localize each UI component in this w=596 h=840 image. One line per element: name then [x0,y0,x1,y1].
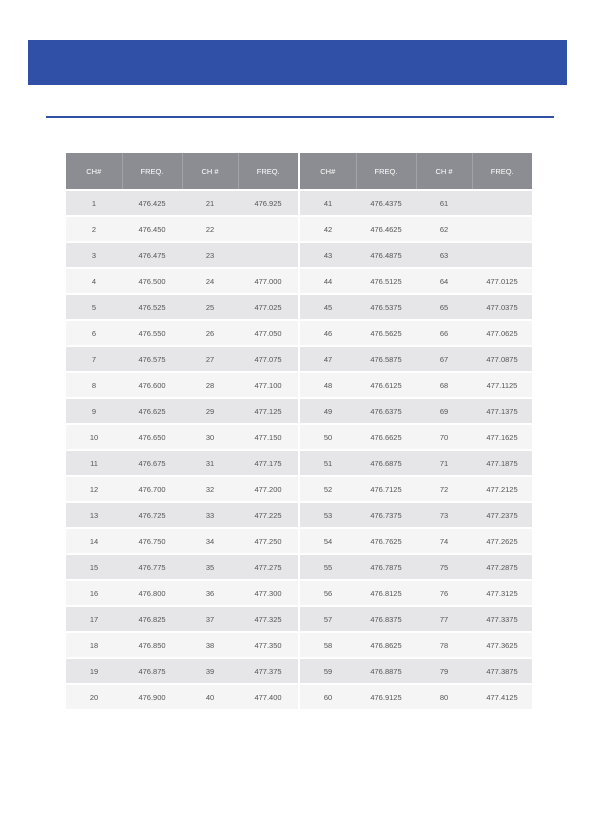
frequency-cell: 476.5375 [356,294,416,320]
frequency-cell: 477.025 [238,294,298,320]
frequency-cell: 476.8375 [356,606,416,632]
table-row [66,320,298,346]
channel-number-cell: 63 [416,242,472,268]
channel-number-cell: 53 [300,502,356,528]
frequency-cell: 477.400 [238,684,298,710]
column-header-freq: FREQ. [238,153,298,190]
channel-number-cell: 68 [416,372,472,398]
table-row [300,450,532,476]
frequency-cell: 476.775 [122,554,182,580]
table-row [300,528,532,554]
frequency-cell: 476.6875 [356,450,416,476]
channel-number-cell: 73 [416,502,472,528]
table-row [300,476,532,502]
frequency-cell: 476.600 [122,372,182,398]
table-row [300,554,532,580]
channel-number-cell: 59 [300,658,356,684]
channel-number-cell: 13 [66,502,122,528]
channel-number-cell: 41 [300,190,356,216]
channel-number-cell: 1 [66,190,122,216]
frequency-cell: 476.700 [122,476,182,502]
column-header-freq: FREQ. [472,153,532,190]
channel-number-cell: 11 [66,450,122,476]
frequency-cell: 476.450 [122,216,182,242]
frequency-cell: 476.6375 [356,398,416,424]
table-row [300,268,532,294]
channel-number-cell: 16 [66,580,122,606]
table-row [66,528,298,554]
channel-number-cell: 5 [66,294,122,320]
column-header-ch: CH # [182,153,238,190]
frequency-cell: 476.925 [238,190,298,216]
channel-number-cell: 47 [300,346,356,372]
frequency-cell: 476.7625 [356,528,416,554]
column-header-freq: FREQ. [122,153,182,190]
frequency-cell: 477.375 [238,658,298,684]
channel-number-cell: 33 [182,502,238,528]
frequency-cell: 477.3875 [472,658,532,684]
frequency-cell: 477.125 [238,398,298,424]
channel-number-cell: 76 [416,580,472,606]
table-row [66,346,298,372]
table-row [66,372,298,398]
frequency-cell: 476.7875 [356,554,416,580]
channel-number-cell: 77 [416,606,472,632]
table-row [66,242,298,268]
column-header-freq: FREQ. [356,153,416,190]
channel-number-cell: 26 [182,320,238,346]
channel-number-cell: 61 [416,190,472,216]
frequency-cell: 476.850 [122,632,182,658]
frequency-cell: 477.3375 [472,606,532,632]
table-row [66,502,298,528]
frequency-cell: 476.525 [122,294,182,320]
frequency-cell: 477.250 [238,528,298,554]
channel-number-cell: 57 [300,606,356,632]
table-row [66,476,298,502]
frequency-cell: 476.475 [122,242,182,268]
frequency-cell: 477.4125 [472,684,532,710]
channel-number-cell: 40 [182,684,238,710]
channel-number-cell: 58 [300,632,356,658]
channel-number-cell: 67 [416,346,472,372]
table-row [300,658,532,684]
frequency-cell: 476.7125 [356,476,416,502]
channel-number-cell: 62 [416,216,472,242]
table-row [300,632,532,658]
frequency-cell: 477.350 [238,632,298,658]
frequency-cell: 476.625 [122,398,182,424]
table-row [300,242,532,268]
frequency-cell [472,190,532,216]
table-row [66,684,298,710]
column-header-ch: CH# [66,153,122,190]
channel-number-cell: 43 [300,242,356,268]
channel-number-cell: 49 [300,398,356,424]
frequency-cell: 477.2875 [472,554,532,580]
channel-number-cell: 79 [416,658,472,684]
header-divider [46,116,554,118]
frequency-cell: 476.7375 [356,502,416,528]
channel-number-cell: 2 [66,216,122,242]
channel-number-cell: 60 [300,684,356,710]
frequency-cell: 476.675 [122,450,182,476]
table-row [300,606,532,632]
channel-number-cell: 75 [416,554,472,580]
frequency-cell: 477.325 [238,606,298,632]
table-row [66,554,298,580]
channel-number-cell: 8 [66,372,122,398]
frequency-cell: 477.100 [238,372,298,398]
channel-number-cell: 22 [182,216,238,242]
channel-number-cell: 14 [66,528,122,554]
frequency-cell: 477.1375 [472,398,532,424]
table-row [66,658,298,684]
table-row [300,684,532,710]
channel-number-cell: 74 [416,528,472,554]
channel-number-cell: 80 [416,684,472,710]
channel-number-cell: 31 [182,450,238,476]
channel-table-left [66,153,298,711]
table-row [66,424,298,450]
table-row [300,190,532,216]
frequency-cell: 476.8875 [356,658,416,684]
table-row [300,502,532,528]
column-header-ch: CH# [300,153,356,190]
frequency-cell: 477.1125 [472,372,532,398]
channel-number-cell: 23 [182,242,238,268]
table-header-row [66,153,298,190]
channel-number-cell: 38 [182,632,238,658]
frequency-cell: 476.500 [122,268,182,294]
channel-number-cell: 4 [66,268,122,294]
channel-number-cell: 29 [182,398,238,424]
frequency-cell: 477.050 [238,320,298,346]
channel-number-cell: 15 [66,554,122,580]
table-row [66,294,298,320]
frequency-cell: 476.800 [122,580,182,606]
channel-number-cell: 35 [182,554,238,580]
frequency-cell: 477.175 [238,450,298,476]
frequency-cell: 476.725 [122,502,182,528]
frequency-cell: 476.9125 [356,684,416,710]
frequency-cell: 477.275 [238,554,298,580]
channel-number-cell: 65 [416,294,472,320]
channel-number-cell: 71 [416,450,472,476]
frequency-cell: 476.6125 [356,372,416,398]
frequency-cell: 476.750 [122,528,182,554]
frequency-cell: 477.0125 [472,268,532,294]
channel-number-cell: 9 [66,398,122,424]
channel-number-cell: 20 [66,684,122,710]
channel-number-cell: 19 [66,658,122,684]
channel-number-cell: 78 [416,632,472,658]
table-row [300,346,532,372]
frequency-cell: 476.900 [122,684,182,710]
frequency-cell [238,242,298,268]
frequency-cell: 476.425 [122,190,182,216]
channel-number-cell: 39 [182,658,238,684]
frequency-cell: 476.4625 [356,216,416,242]
channel-number-cell: 28 [182,372,238,398]
channel-number-cell: 6 [66,320,122,346]
channel-number-cell: 70 [416,424,472,450]
frequency-cell: 476.4875 [356,242,416,268]
table-row [66,190,298,216]
frequency-cell: 477.1875 [472,450,532,476]
channel-number-cell: 66 [416,320,472,346]
frequency-cell: 476.6625 [356,424,416,450]
channel-number-cell: 54 [300,528,356,554]
channel-number-cell: 46 [300,320,356,346]
frequency-cell: 477.300 [238,580,298,606]
channel-number-cell: 17 [66,606,122,632]
frequency-cell: 477.225 [238,502,298,528]
channel-number-cell: 18 [66,632,122,658]
channel-number-cell: 72 [416,476,472,502]
channel-number-cell: 51 [300,450,356,476]
table-row [66,216,298,242]
frequency-cell: 476.5125 [356,268,416,294]
frequency-cell: 477.200 [238,476,298,502]
channel-number-cell: 12 [66,476,122,502]
frequency-cell: 477.000 [238,268,298,294]
channel-number-cell: 30 [182,424,238,450]
table-row [300,398,532,424]
channel-table-right [300,153,532,711]
frequency-cell: 477.3625 [472,632,532,658]
channel-number-cell: 21 [182,190,238,216]
frequency-cell: 477.3125 [472,580,532,606]
table-row [300,294,532,320]
frequency-cell [472,242,532,268]
frequency-cell: 477.0875 [472,346,532,372]
channel-number-cell: 69 [416,398,472,424]
frequency-cell: 477.2625 [472,528,532,554]
frequency-cell: 476.575 [122,346,182,372]
table-row [66,268,298,294]
frequency-cell: 476.5625 [356,320,416,346]
table-row [300,320,532,346]
table-row [66,450,298,476]
frequency-cell: 476.650 [122,424,182,450]
channel-number-cell: 52 [300,476,356,502]
channel-number-cell: 56 [300,580,356,606]
frequency-cell: 477.150 [238,424,298,450]
channel-number-cell: 45 [300,294,356,320]
channel-number-cell: 55 [300,554,356,580]
table-row [66,606,298,632]
channel-number-cell: 24 [182,268,238,294]
frequency-cell: 476.5875 [356,346,416,372]
frequency-cell: 476.4375 [356,190,416,216]
channel-number-cell: 34 [182,528,238,554]
table-row [66,398,298,424]
table-row [66,632,298,658]
channel-number-cell: 64 [416,268,472,294]
channel-number-cell: 44 [300,268,356,294]
channel-number-cell: 32 [182,476,238,502]
channel-number-cell: 27 [182,346,238,372]
channel-number-cell: 25 [182,294,238,320]
frequency-cell: 476.875 [122,658,182,684]
header-band [28,40,567,85]
frequency-cell: 476.825 [122,606,182,632]
frequency-cell: 477.0375 [472,294,532,320]
frequency-cell: 477.075 [238,346,298,372]
channel-number-cell: 50 [300,424,356,450]
channel-number-cell: 36 [182,580,238,606]
table-row [66,580,298,606]
frequency-cell: 477.1625 [472,424,532,450]
table-row [300,372,532,398]
channel-number-cell: 3 [66,242,122,268]
channel-number-cell: 10 [66,424,122,450]
channel-number-cell: 42 [300,216,356,242]
frequency-cell: 476.550 [122,320,182,346]
frequency-cell [472,216,532,242]
table-row [300,216,532,242]
column-header-ch: CH # [416,153,472,190]
frequency-cell: 477.2375 [472,502,532,528]
frequency-cell [238,216,298,242]
table-header-row [300,153,532,190]
table-row [300,424,532,450]
frequency-cell: 477.0625 [472,320,532,346]
channel-number-cell: 37 [182,606,238,632]
channel-number-cell: 7 [66,346,122,372]
channel-number-cell: 48 [300,372,356,398]
frequency-cell: 476.8625 [356,632,416,658]
table-row [300,580,532,606]
frequency-cell: 477.2125 [472,476,532,502]
frequency-cell: 476.8125 [356,580,416,606]
